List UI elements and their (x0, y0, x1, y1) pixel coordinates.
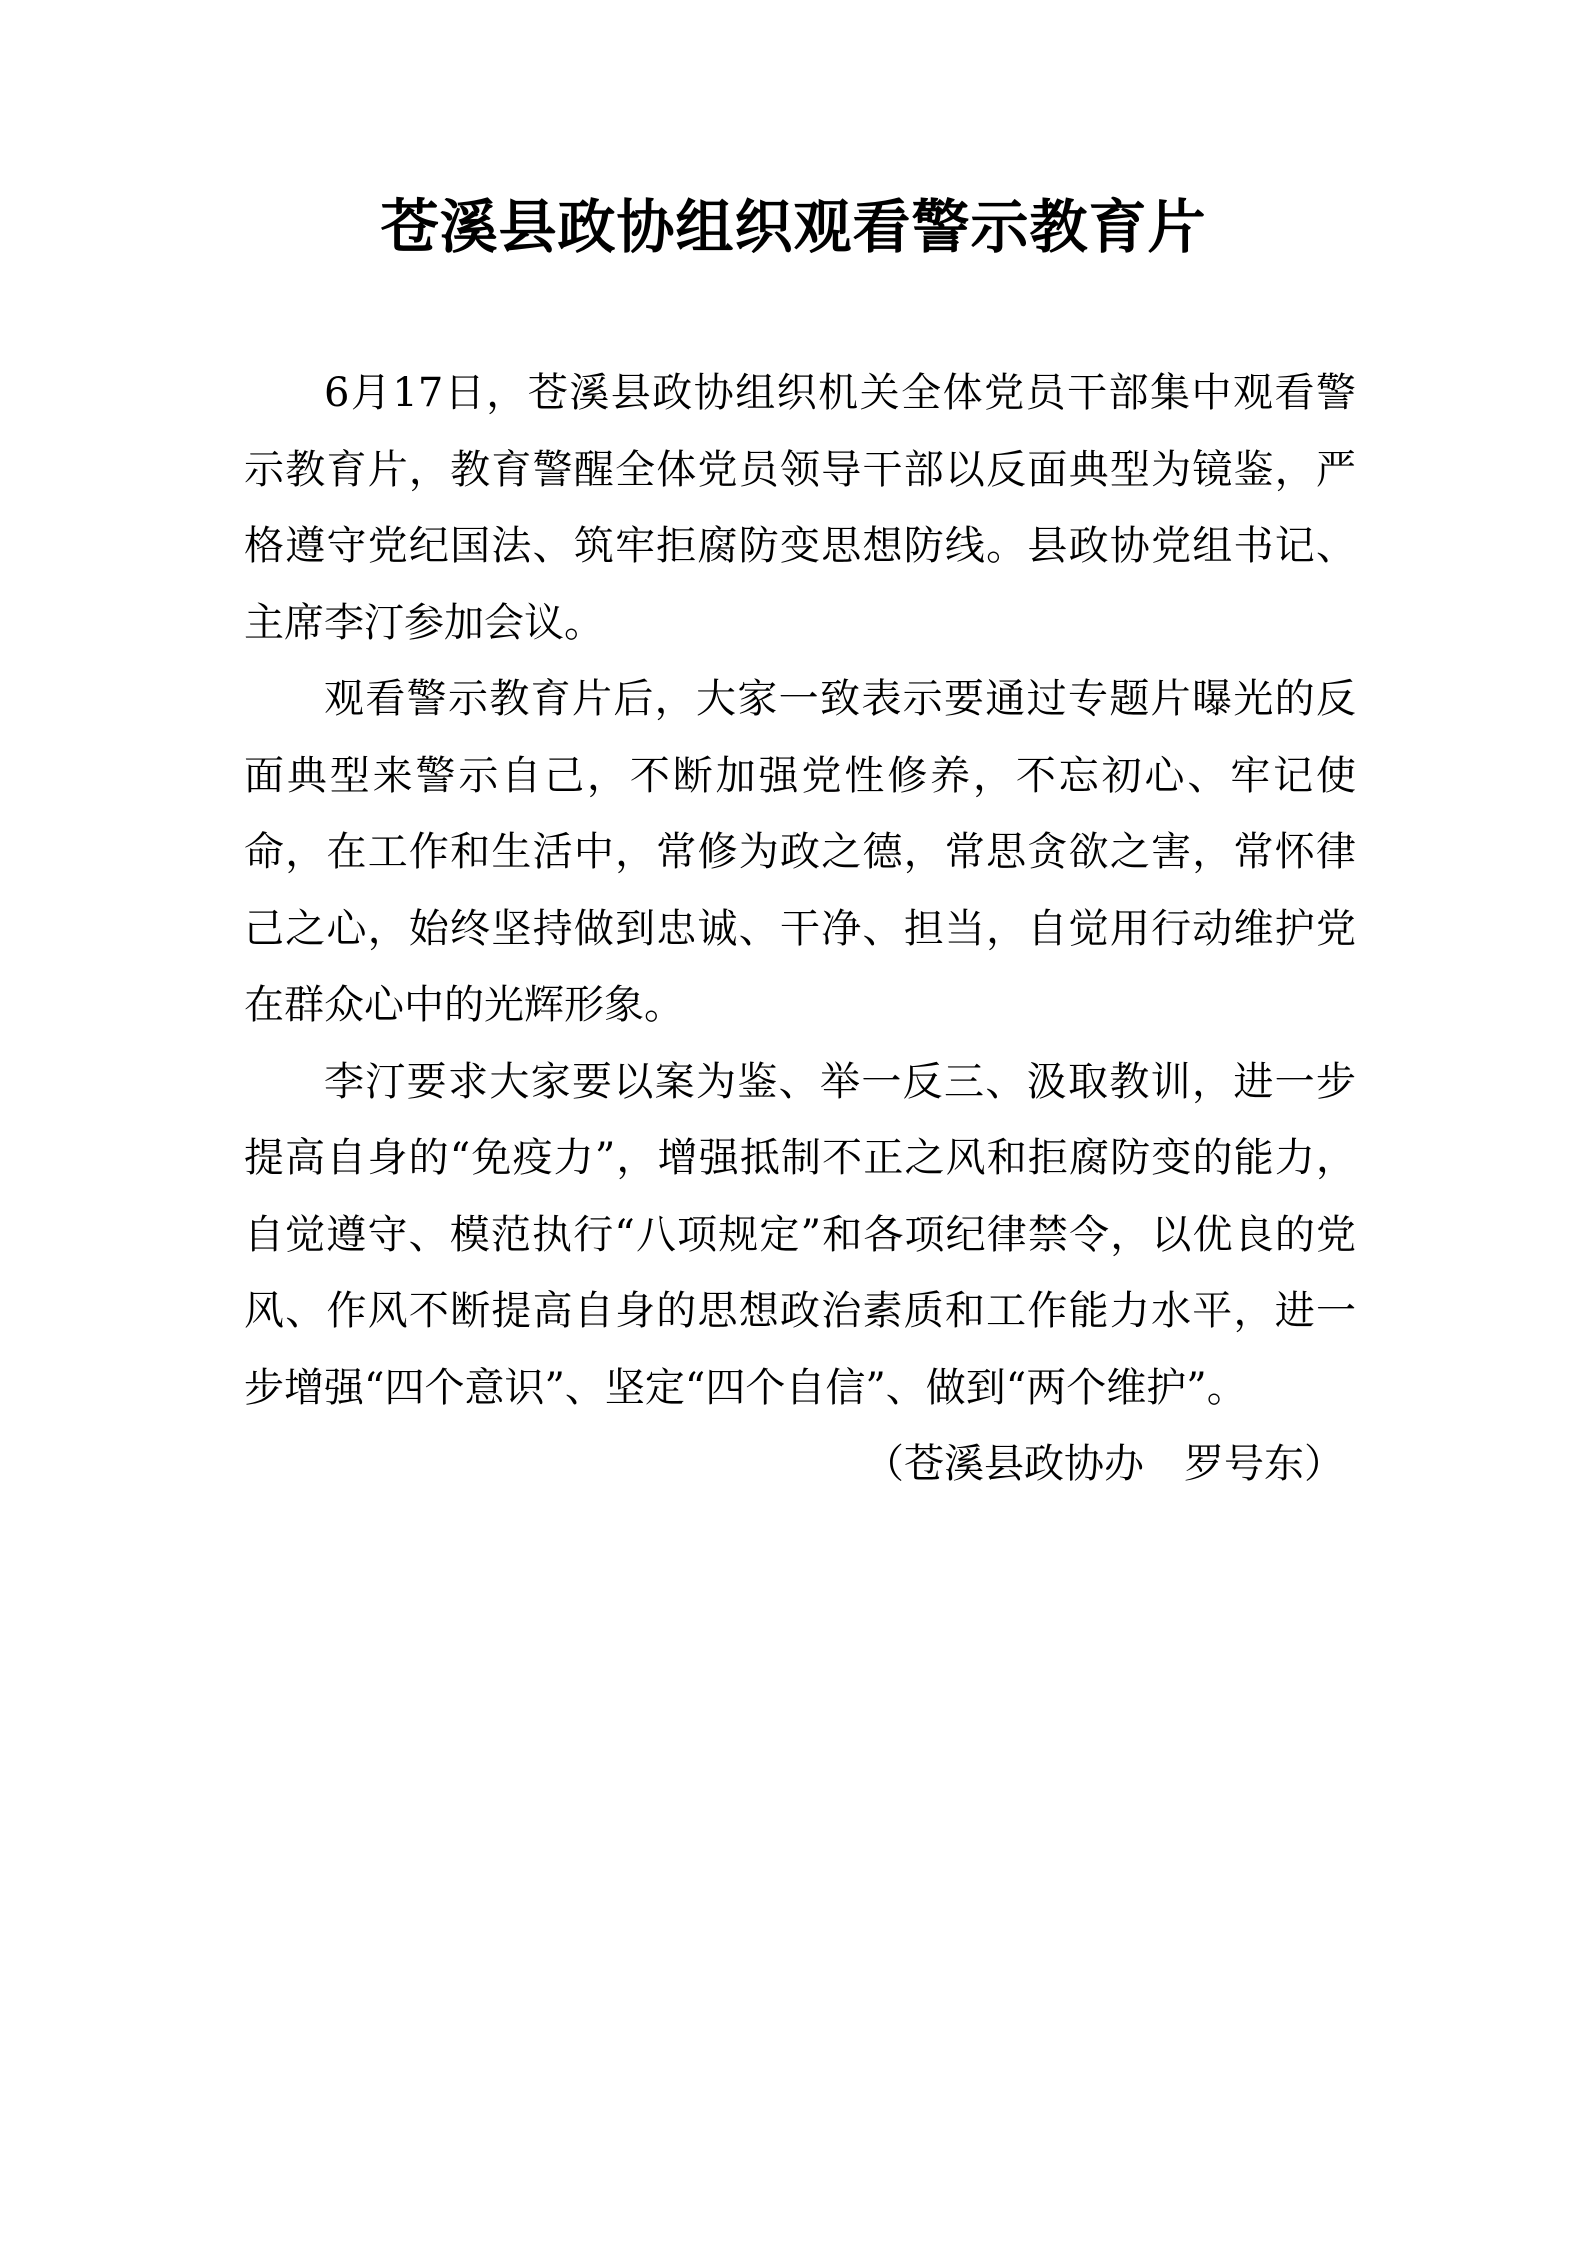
author-signature: （苍溪县政协办 罗号东） (864, 1441, 1344, 1487)
document-title: 苍溪县政协组织观看警示教育片 (380, 193, 1207, 261)
paragraph-1: 6月17日，苍溪县政协组织机关全体党员干部集中观看警示教育片，教育警醒全体党员领导干部以反面典型为镜鉴，严格遵守党纪国法、筑牢拒腐防变思想防线。县政协党组书记、主席李汀参加会议。 (244, 370, 1356, 646)
document-body (244, 355, 1356, 1503)
paragraph-2: 观看警示教育片后，大家一致表示要通过专题片曝光的反面典型来警示自己，不断加强党性修养，不忘初心、牢记使命，在工作和生活中，常修为政之德，常思贪欲之害，常怀律己之心，始终坚持做到忠诚、干净、担当，自觉用行动维护党在群众心中的光辉形象。 (244, 676, 1356, 1028)
paragraph-3: 李汀要求大家要以案为鉴、举一反三、汲取教训，进一步提高自身的“免疫力”，增强抵制不正之风和拒腐防变的能力，自觉遵守、模范执行“八项规定”和各项纪律禁令，以优良的党风、作风不断提高自身的思想政治素质和工作能力水平，进一步增强“四个意识”、坚定“四个自信”、做到“两个维护”。 (244, 1058, 1356, 1411)
